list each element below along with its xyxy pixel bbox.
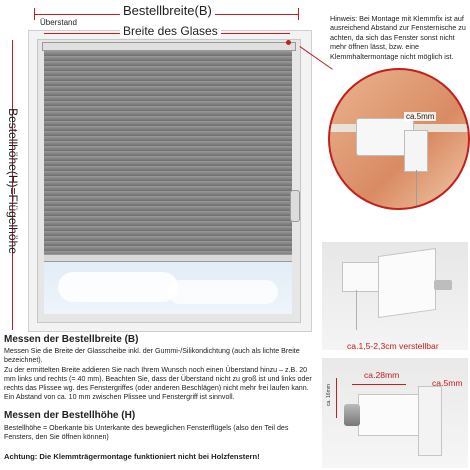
warning-note: Achtung: Die Klemmträgermontage funktioniert nicht bei Holzfenstern! [4,452,260,461]
bestellhoehe-label: Bestellhöhe(H)=Flügelhöhe [6,108,20,254]
callout-circle [328,68,470,210]
bracket-screw [434,280,452,290]
window-handle [290,190,300,222]
clamp-tab [404,130,428,172]
cloud [168,280,278,304]
cord [356,290,357,330]
paragraph-bestellbreite-1: Messen Sie die Breite der Glasscheibe inkl. der Gummi-/Silikondichtung (auch als lichte Breite bezeichnet). [4,347,300,364]
ueberstand-label: Überstand [40,18,77,27]
side-dim-arrow [336,378,337,418]
bracket-photo-1 [322,242,468,350]
bestellbreite-tick-left [34,8,35,20]
ca5mm-bottom-label: ca.5mm [432,378,463,388]
bestellbreite-tick-right [298,8,299,20]
cloud [58,272,178,302]
ca28mm-label: ca.28mm [364,370,400,380]
hinweis-text: Hinweis: Bei Montage mit Klemmfix ist auf ausreichend Abstand zur Fensternische zu achten, da sich das Fenster sonst nicht mehr öffnen lässt, bzw. eine Klemmhaltermontage nicht möglich ist. [330,14,466,61]
side-dim-label: ca. 16mm [325,384,332,406]
callout-ca5mm: ca.5mm [406,112,435,121]
screw-head [344,404,360,426]
verstellbar-label: ca.1,5-2,3cm verstellbar [347,341,439,351]
bestellbreite-title: Bestellbreite(B) [120,3,215,18]
heading-bestellbreite: Messen der Bestellbreite (B) [4,334,139,345]
pleated-blind [44,46,292,256]
cord [416,170,417,210]
red-dot-marker [286,40,291,45]
bracket-body [358,394,424,436]
heading-bestellhoehe: Messen der Bestellhöhe (H) [4,410,136,421]
bracket-arm [418,386,442,456]
window-inner-frame [37,39,301,323]
paragraph-bestellhoehe: Bestellhöhe = Oberkante bis Unterkante des beweglichen Fensterflügels (also den Teil des Fensters, den Sie öffnen können) [4,424,289,441]
paragraph-bestellbreite-2: Zu der ermittelten Breite addieren Sie nach Ihrem Wunsch noch einen Überstand hinzu – z.B. 20 mm links und rechts (= 40 mm). Beachten Sie, dass der Überstand nicht zu groß ist und links oder rechts das Plissee wg. des Fenstergriffes (oder anderen Beschlägen) nicht mehr frei laufen kann. Ein Abstand von ca. 10 mm zwischen Plissee und Fenstergriff ist sinnvoll. [4,366,312,401]
ca28mm-arrow [352,384,406,385]
bracket-clamp [378,248,436,318]
blind-top-rail [42,42,296,51]
breite-glases-label: Breite des Glases [120,24,221,38]
blind-bottom-rail [44,254,292,262]
window-frame [28,30,312,332]
